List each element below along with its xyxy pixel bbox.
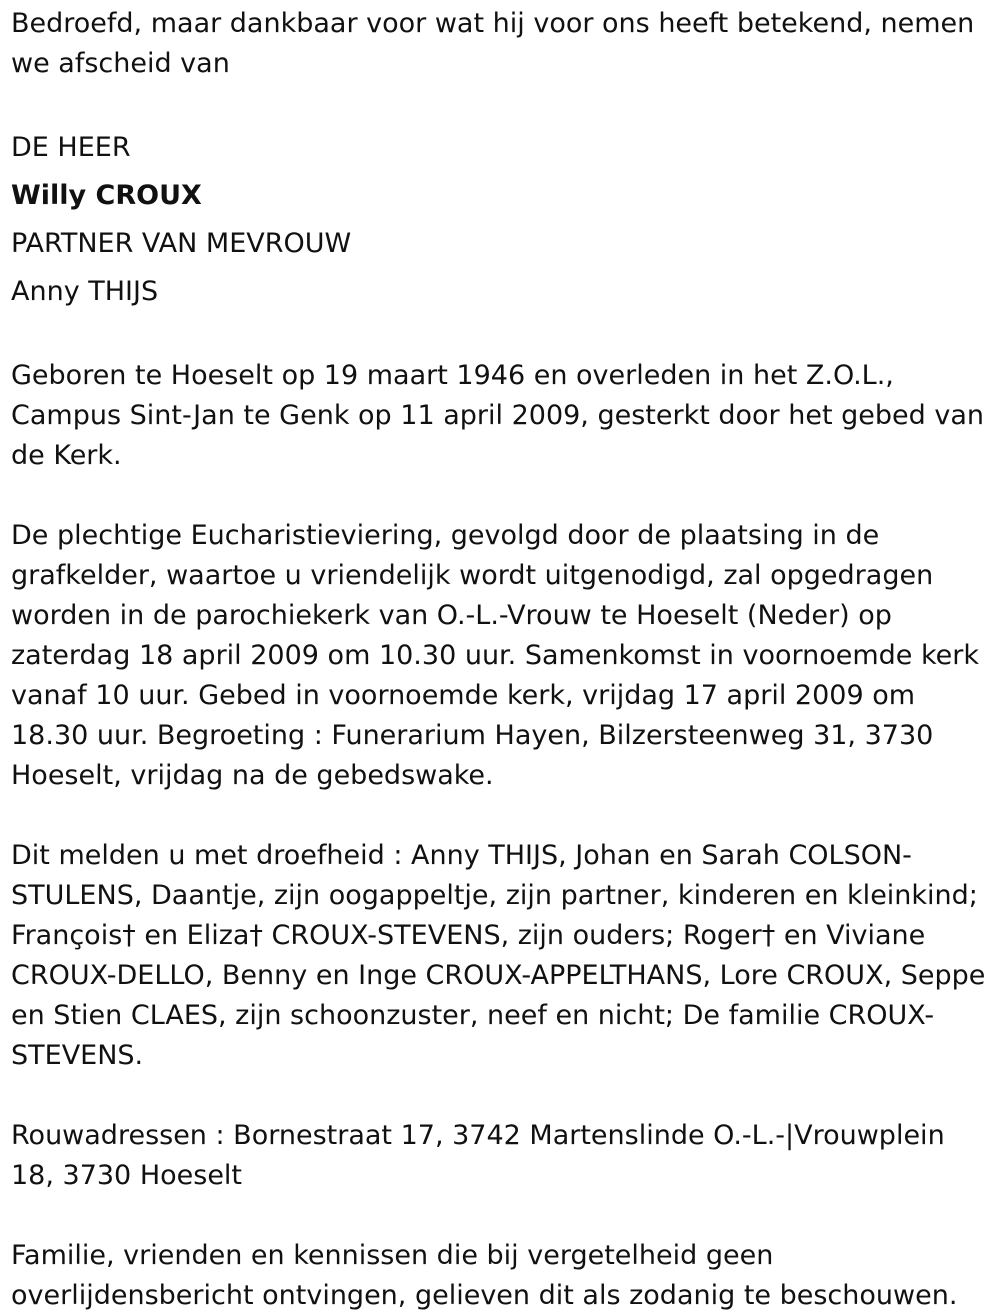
partner-name: Anny THIJS (11, 276, 159, 307)
ceremony-paragraph: De plechtige Eucharistieviering, gevolgd door de plaatsing in de grafkelder, waartoe u vriendelijk wordt uitgenodigd, zal opgedragen worden in de parochiekerk van O.-L.-Vrouw te Hoeselt (Neder) op zaterdag 18 april 2009 om 10.30 uur. Samenkomst in voornoemde kerk vanaf 10 uur. Gebed in voornoemde kerk, vrijdag 17 april 2009 om 18.30 uur. Begroeting : Funerarium Hayen, Bilzersteenweg 31, 3730 Hoeselt, vrijdag na de gebedswake. (11, 520, 980, 791)
deceased-name: Willy CROUX (11, 180, 202, 211)
partner-label: PARTNER VAN MEVROUW (11, 228, 352, 259)
honorific: DE HEER (11, 132, 131, 163)
family-paragraph: Dit melden u met droefheid : Anny THIJS, Johan en Sarah COLSON-STULENS, Daantje, zijn oogappeltje, zijn partner, kinderen en kleinkind; François† en Eliza† CROUX-STEVENS, zijn ouders; Roger† en Viviane CROUX-DELLO, Benny en Inge CROUX-APPELTHANS, Lore CROUX, Seppe en Stien CLAES, zijn schoonzuster, neef en nicht; De familie CROUX-STEVENS. (11, 840, 986, 1071)
addresses-paragraph: Rouwadressen : Bornestraat 17, 3742 Martenslinde O.-L.-|Vrouwplein 18, 3730 Hoeselt (11, 1120, 945, 1191)
closing-paragraph: Familie, vrienden en kennissen die bij vergetelheid geen overlijdensbericht ontvingen, gelieven dit als zodanig te beschouwen. (11, 1240, 958, 1311)
birth-death-paragraph: Geboren te Hoeselt op 19 maart 1946 en overleden in het Z.O.L., Campus Sint-Jan te Genk op 11 april 2009, gesterkt door het gebed van de Kerk. (11, 360, 984, 471)
intro-text: Bedroefd, maar dankbaar voor wat hij voor ons heeft betekend, nemen we afscheid van (11, 8, 975, 79)
